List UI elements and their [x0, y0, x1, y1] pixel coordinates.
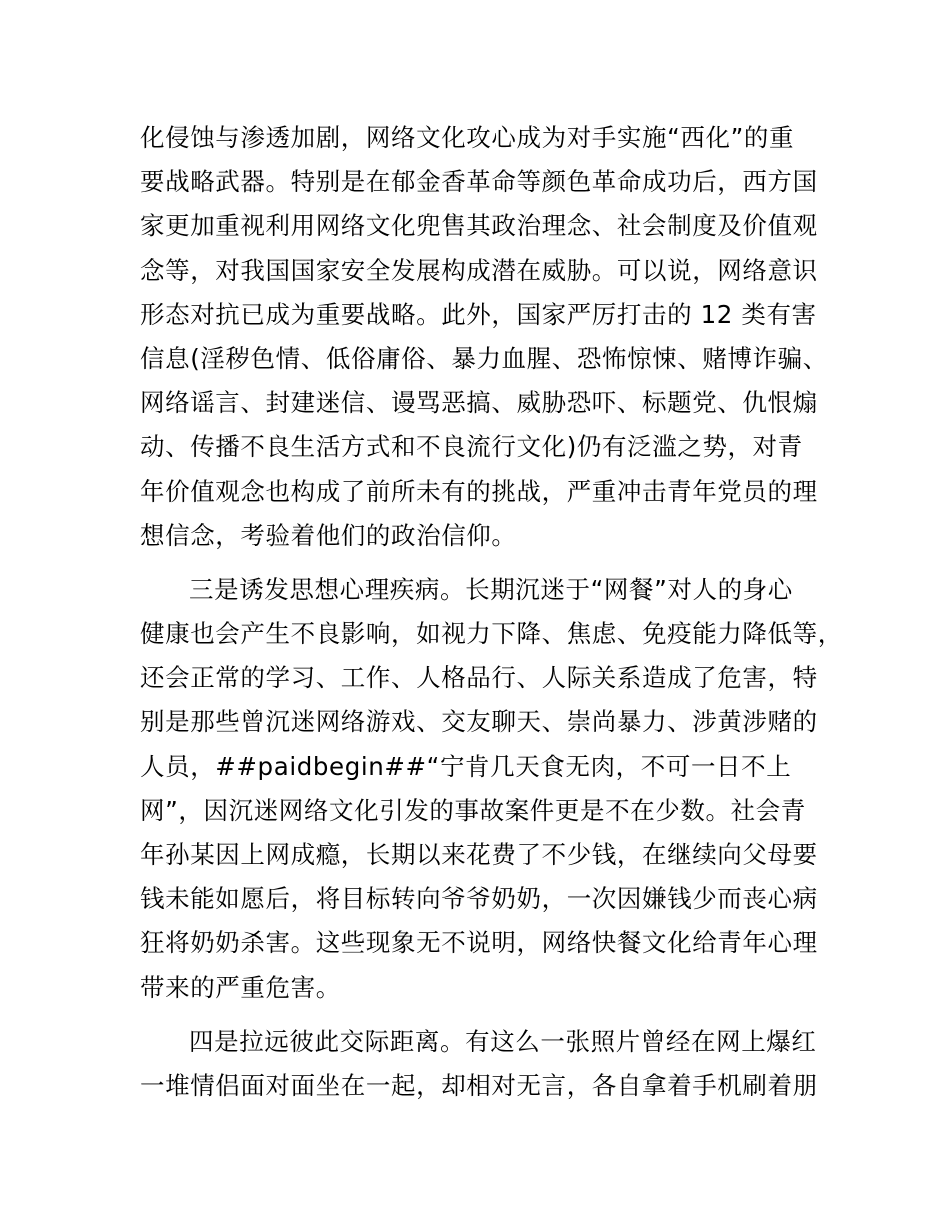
- text-line: 化侵蚀与渗透加剧，网络文化攻心成为对手实施“西化”的重: [140, 123, 795, 152]
- paragraph-gap: [140, 1010, 840, 1020]
- text-line: 一堆情侣面对面坐在一起，却相对无言，各自拿着手机刷着朋: [140, 1070, 818, 1100]
- text-line: 钱未能如愿后，将目标转向爷爷奶奶，一次因嫌钱少而丧心病: [140, 884, 818, 914]
- text-line: 年价值观念也构成了前所未有的挑战，严重冲击青年党员的理: [140, 476, 818, 506]
- text-line: 还会正常的学习、工作、人格品行、人际关系造成了危害，特: [140, 663, 818, 693]
- text-line: 健康也会产生不良影响，如视力下降、焦虑、免疫能力降低等，: [140, 619, 843, 649]
- text-line: 狂将奶奶杀害。这些现象无不说明，网络快餐文化给青年心理: [140, 928, 818, 958]
- text-line: 网”，因沉迷网络文化引发的事故案件更是不在少数。社会青: [140, 795, 806, 825]
- text-line: 别是那些曾沉迷网络游戏、交友聊天、崇尚暴力、涉黄涉赌的: [140, 707, 818, 737]
- paragraph-3: [140, 1020, 840, 1108]
- text-line: 形态对抗已成为重要战略。此外，国家严厉打击的 12 类有害: [140, 299, 817, 329]
- text-line: 人员，##paidbegin##“宁肯几天食无肉，不可一日不上: [140, 751, 792, 781]
- paragraph-gap: [140, 558, 840, 568]
- text-line: 三是诱发思想心理疾病。长期沉迷于“网餐”对人的身心: [189, 574, 793, 604]
- paragraph-1: [140, 116, 840, 558]
- text-line: 四是拉远彼此交际距离。有这么一张照片曾经在网上爆红: [189, 1026, 817, 1056]
- text-line: 想信念，考验着他们的政治信仰。: [140, 520, 517, 550]
- text-line: 念等，对我国国家安全发展构成潜在威胁。可以说，网络意识: [140, 255, 818, 285]
- text-line: 网络谣言、封建迷信、谩骂恶搞、威胁恐吓、标题党、仇恨煽: [140, 388, 818, 418]
- text-line: 信息(淫秽色情、低俗庸俗、暴力血腥、恐怖惊悚、赌博诈骗、: [140, 343, 828, 373]
- body-text: [140, 116, 843, 1108]
- text-line: 要战略武器。特别是在郁金香革命等颜色革命成功后，西方国: [140, 167, 818, 197]
- text-line: 动、传播不良生活方式和不良流行文化)仍有泛滥之势，对青: [140, 432, 803, 462]
- text-line: 家更加重视利用网络文化兜售其政治理念、社会制度及价值观: [140, 211, 818, 241]
- text-line: 带来的严重危害。: [140, 972, 341, 1002]
- paragraph-2: [140, 568, 843, 1010]
- text-line: 年孙某因上网成瘾，长期以来花费了不少钱，在继续向父母要: [140, 840, 818, 869]
